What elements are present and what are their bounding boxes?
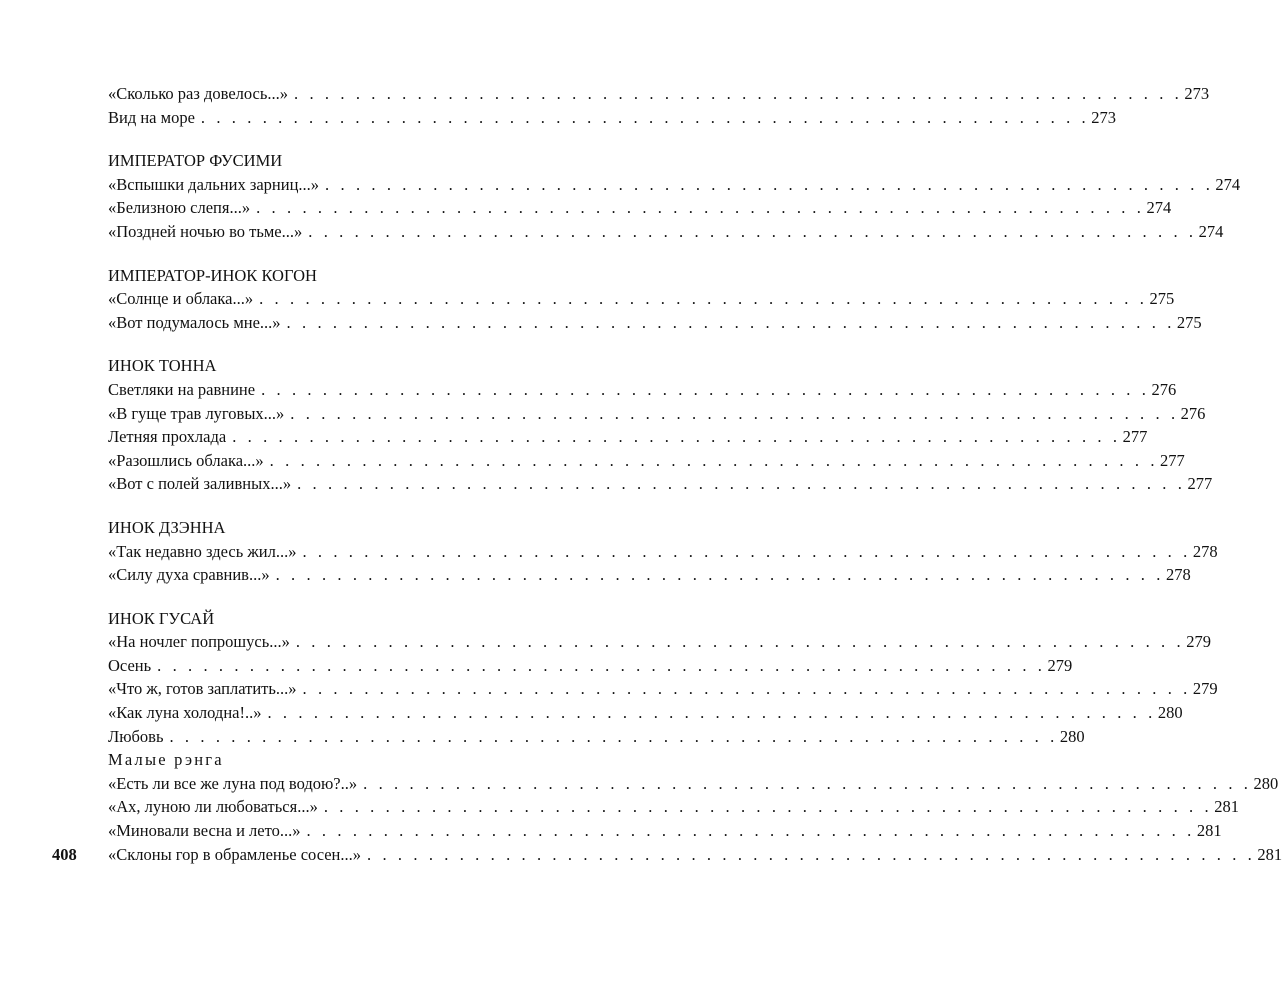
entry-title: «Солнце и облака...» [108,289,254,309]
entry-page-number: 281 [1257,844,1282,864]
entry-title: «Что ж, готов заплатить...» [108,679,297,699]
entry-page-number: 278 [1165,565,1191,585]
toc-entry[interactable] [108,311,1202,335]
entry-page-number: 281 [1196,821,1222,841]
subsection-heading: Малые рэнга [108,750,224,770]
entry-page-number: 276 [1151,379,1177,399]
entry-title: Осень [108,655,152,675]
entry-title: «Склоны гор в обрамленье сосен...» [108,844,362,864]
dot-leader: . . . . . . . . . . . . . . . . . . . . . . . . . . . . . . . . . . . . . . . . . . . . . . . . . . . . . . . . . . [363,773,1252,793]
toc-entry[interactable] [108,795,1239,819]
entry-title: «Есть ли все же луна под водою?..» [108,773,358,793]
entry-page-number: 274 [1215,174,1241,194]
entry-title: Любовь [108,726,164,746]
dot-leader: . . . . . . . . . . . . . . . . . . . . . . . . . . . . . . . . . . . . . . . . . . . . . . . . . . . . . . . . . . [200,107,1090,127]
section-heading: ИНОК ДЗЭННА [108,517,226,537]
entry-title: Летняя прохлада [108,427,227,447]
toc-entry[interactable] [108,563,1191,587]
dot-leader: . . . . . . . . . . . . . . . . . . . . . . . . . . . . . . . . . . . . . . . . . . . . . . . . . . . . . . . . . . [169,726,1058,746]
toc-entry[interactable] [108,843,1282,867]
entry-page-number: 277 [1122,427,1148,447]
toc-entry[interactable] [108,220,1224,244]
dot-leader: . . . . . . . . . . . . . . . . . . . . . . . . . . . . . . . . . . . . . . . . . . . . . . . . . . . . . . . . . . [306,821,1195,841]
entry-title: «Силу духа сравнив...» [108,565,270,585]
entry-page-number: 280 [1253,773,1279,793]
entry-title: «Вспышки дальних зарниц...» [108,174,320,194]
dot-leader: . . . . . . . . . . . . . . . . . . . . . . . . . . . . . . . . . . . . . . . . . . . . . . . . . . . . . . . . . . [302,679,1191,699]
dot-leader: . . . . . . . . . . . . . . . . . . . . . . . . . . . . . . . . . . . . . . . . . . . . . . . . . . . . . . . . . . [290,403,1179,423]
toc-entry[interactable] [108,106,1117,130]
toc-entry[interactable] [108,472,1213,496]
dot-leader: . . . . . . . . . . . . . . . . . . . . . . . . . . . . . . . . . . . . . . . . . . . . . . . . . . . . . . . . . . [297,474,1186,494]
entry-title: «Как луна холодна!..» [108,703,262,723]
section-heading: ИМПЕРАТОР-ИНОК КОГОН [108,265,317,285]
page-number: 408 [52,845,77,864]
dot-leader: . . . . . . . . . . . . . . . . . . . . . . . . . . . . . . . . . . . . . . . . . . . . . . . . . . . . . . . . . . [269,450,1159,470]
toc-entry[interactable] [108,449,1185,473]
table-of-contents [108,82,1282,866]
toc-entry[interactable] [108,540,1218,564]
toc-entry[interactable] [108,287,1175,311]
toc-section [108,264,1202,335]
entry-title: «Сколько раз довелось...» [108,84,289,103]
entry-title: Светляки на равнине [108,379,256,399]
entry-page-number: 279 [1192,679,1218,699]
toc-entry[interactable] [108,772,1279,796]
section-heading: ИМПЕРАТОР ФУСИМИ [108,151,283,171]
entry-page-number: 277 [1187,474,1213,494]
entry-title: Вид на море [108,107,195,127]
dot-leader: . . . . . . . . . . . . . . . . . . . . . . . . . . . . . . . . . . . . . . . . . . . . . . . . . . . . . . . . . . [323,797,1213,817]
dot-leader: . . . . . . . . . . . . . . . . . . . . . . . . . . . . . . . . . . . . . . . . . . . . . . . . . . . . . . . . . . [294,84,1183,103]
toc-section [108,82,1210,129]
entry-title: «Разошлись облака...» [108,450,264,470]
entry-page-number: 274 [1146,198,1172,218]
entry-title: «Поздней ночью во тьме...» [108,221,303,241]
dot-leader: . . . . . . . . . . . . . . . . . . . . . . . . . . . . . . . . . . . . . . . . . . . . . . . . . . . . . . . . . . [256,198,1145,218]
dot-leader: . . . . . . . . . . . . . . . . . . . . . . . . . . . . . . . . . . . . . . . . . . . . . . . . . . . . . . . . . . [275,565,1164,585]
dot-leader: . . . . . . . . . . . . . . . . . . . . . . . . . . . . . . . . . . . . . . . . . . . . . . . . . . . . . . . . . . [302,541,1191,561]
dot-leader: . . . . . . . . . . . . . . . . . . . . . . . . . . . . . . . . . . . . . . . . . . . . . . . . . . . . . . . . . . [308,221,1197,241]
toc-entry[interactable] [108,701,1183,725]
entry-page-number: 274 [1198,221,1224,241]
entry-title: «Так недавно здесь жил...» [108,541,297,561]
toc-entry[interactable] [108,425,1148,449]
section-heading: ИНОК ГУСАЙ [108,608,215,628]
entry-page-number: 276 [1180,403,1206,423]
entry-page-number: 278 [1192,541,1218,561]
dot-leader: . . . . . . . . . . . . . . . . . . . . . . . . . . . . . . . . . . . . . . . . . . . . . . . . . . . . . . . . . . [267,703,1156,723]
toc-section [108,516,1218,587]
toc-entry[interactable] [108,402,1206,426]
entry-page-number: 275 [1149,289,1175,309]
entry-title: «Вот подумалось мне...» [108,312,281,332]
entry-title: «Вот с полей заливных...» [108,474,292,494]
toc-entry[interactable] [108,819,1222,843]
entry-page-number: 280 [1059,726,1085,746]
dot-leader: . . . . . . . . . . . . . . . . . . . . . . . . . . . . . . . . . . . . . . . . . . . . . . . . . . . . . . . . . . [261,379,1150,399]
entry-page-number: 275 [1176,312,1202,332]
dot-leader: . . . . . . . . . . . . . . . . . . . . . . . . . . . . . . . . . . . . . . . . . . . . . . . . . . . . . . . . . . [367,844,1256,864]
entry-page-number: 279 [1186,632,1211,652]
toc-section [108,607,1282,867]
section-heading: ИНОК ТОННА [108,356,217,376]
dot-leader: . . . . . . . . . . . . . . . . . . . . . . . . . . . . . . . . . . . . . . . . . . . . . . . . . . . . . . . . . . [325,174,1214,194]
dot-leader: . . . . . . . . . . . . . . . . . . . . . . . . . . . . . . . . . . . . . . . . . . . . . . . . . . . . . . . . . . [232,427,1121,447]
toc-entry[interactable] [108,173,1241,197]
entry-page-number: 280 [1157,703,1183,723]
toc-section [108,149,1241,243]
entry-title: «Миновали весна и лето...» [108,821,301,841]
entry-title: «В гуще трав луговых...» [108,403,285,423]
entry-title: «Ах, луною ли любоваться...» [108,797,318,817]
dot-leader: . . . . . . . . . . . . . . . . . . . . . . . . . . . . . . . . . . . . . . . . . . . . . . . . . . . . . . . . . . [157,655,1046,675]
entry-title: «Белизною слепя...» [108,198,251,218]
entry-page-number: 279 [1047,655,1073,675]
toc-entry[interactable] [108,378,1177,402]
entry-page-number: 281 [1214,797,1239,817]
entry-page-number: 273 [1184,84,1210,103]
dot-leader: . . . . . . . . . . . . . . . . . . . . . . . . . . . . . . . . . . . . . . . . . . . . . . . . . . . . . . . . . . [286,312,1175,332]
entry-page-number: 277 [1160,450,1185,470]
dot-leader: . . . . . . . . . . . . . . . . . . . . . . . . . . . . . . . . . . . . . . . . . . . . . . . . . . . . . . . . . . [259,289,1148,309]
toc-entry[interactable] [108,630,1211,654]
toc-entry[interactable] [108,654,1073,678]
toc-entry[interactable] [108,725,1085,749]
entry-title: «На ночлег попрошусь...» [108,632,290,652]
toc-entry[interactable] [108,196,1172,220]
toc-entry[interactable] [108,677,1218,701]
toc-entry[interactable] [108,82,1210,106]
toc-section [108,354,1213,496]
entry-page-number: 273 [1091,107,1117,127]
dot-leader: . . . . . . . . . . . . . . . . . . . . . . . . . . . . . . . . . . . . . . . . . . . . . . . . . . . . . . . . . . [295,632,1185,652]
